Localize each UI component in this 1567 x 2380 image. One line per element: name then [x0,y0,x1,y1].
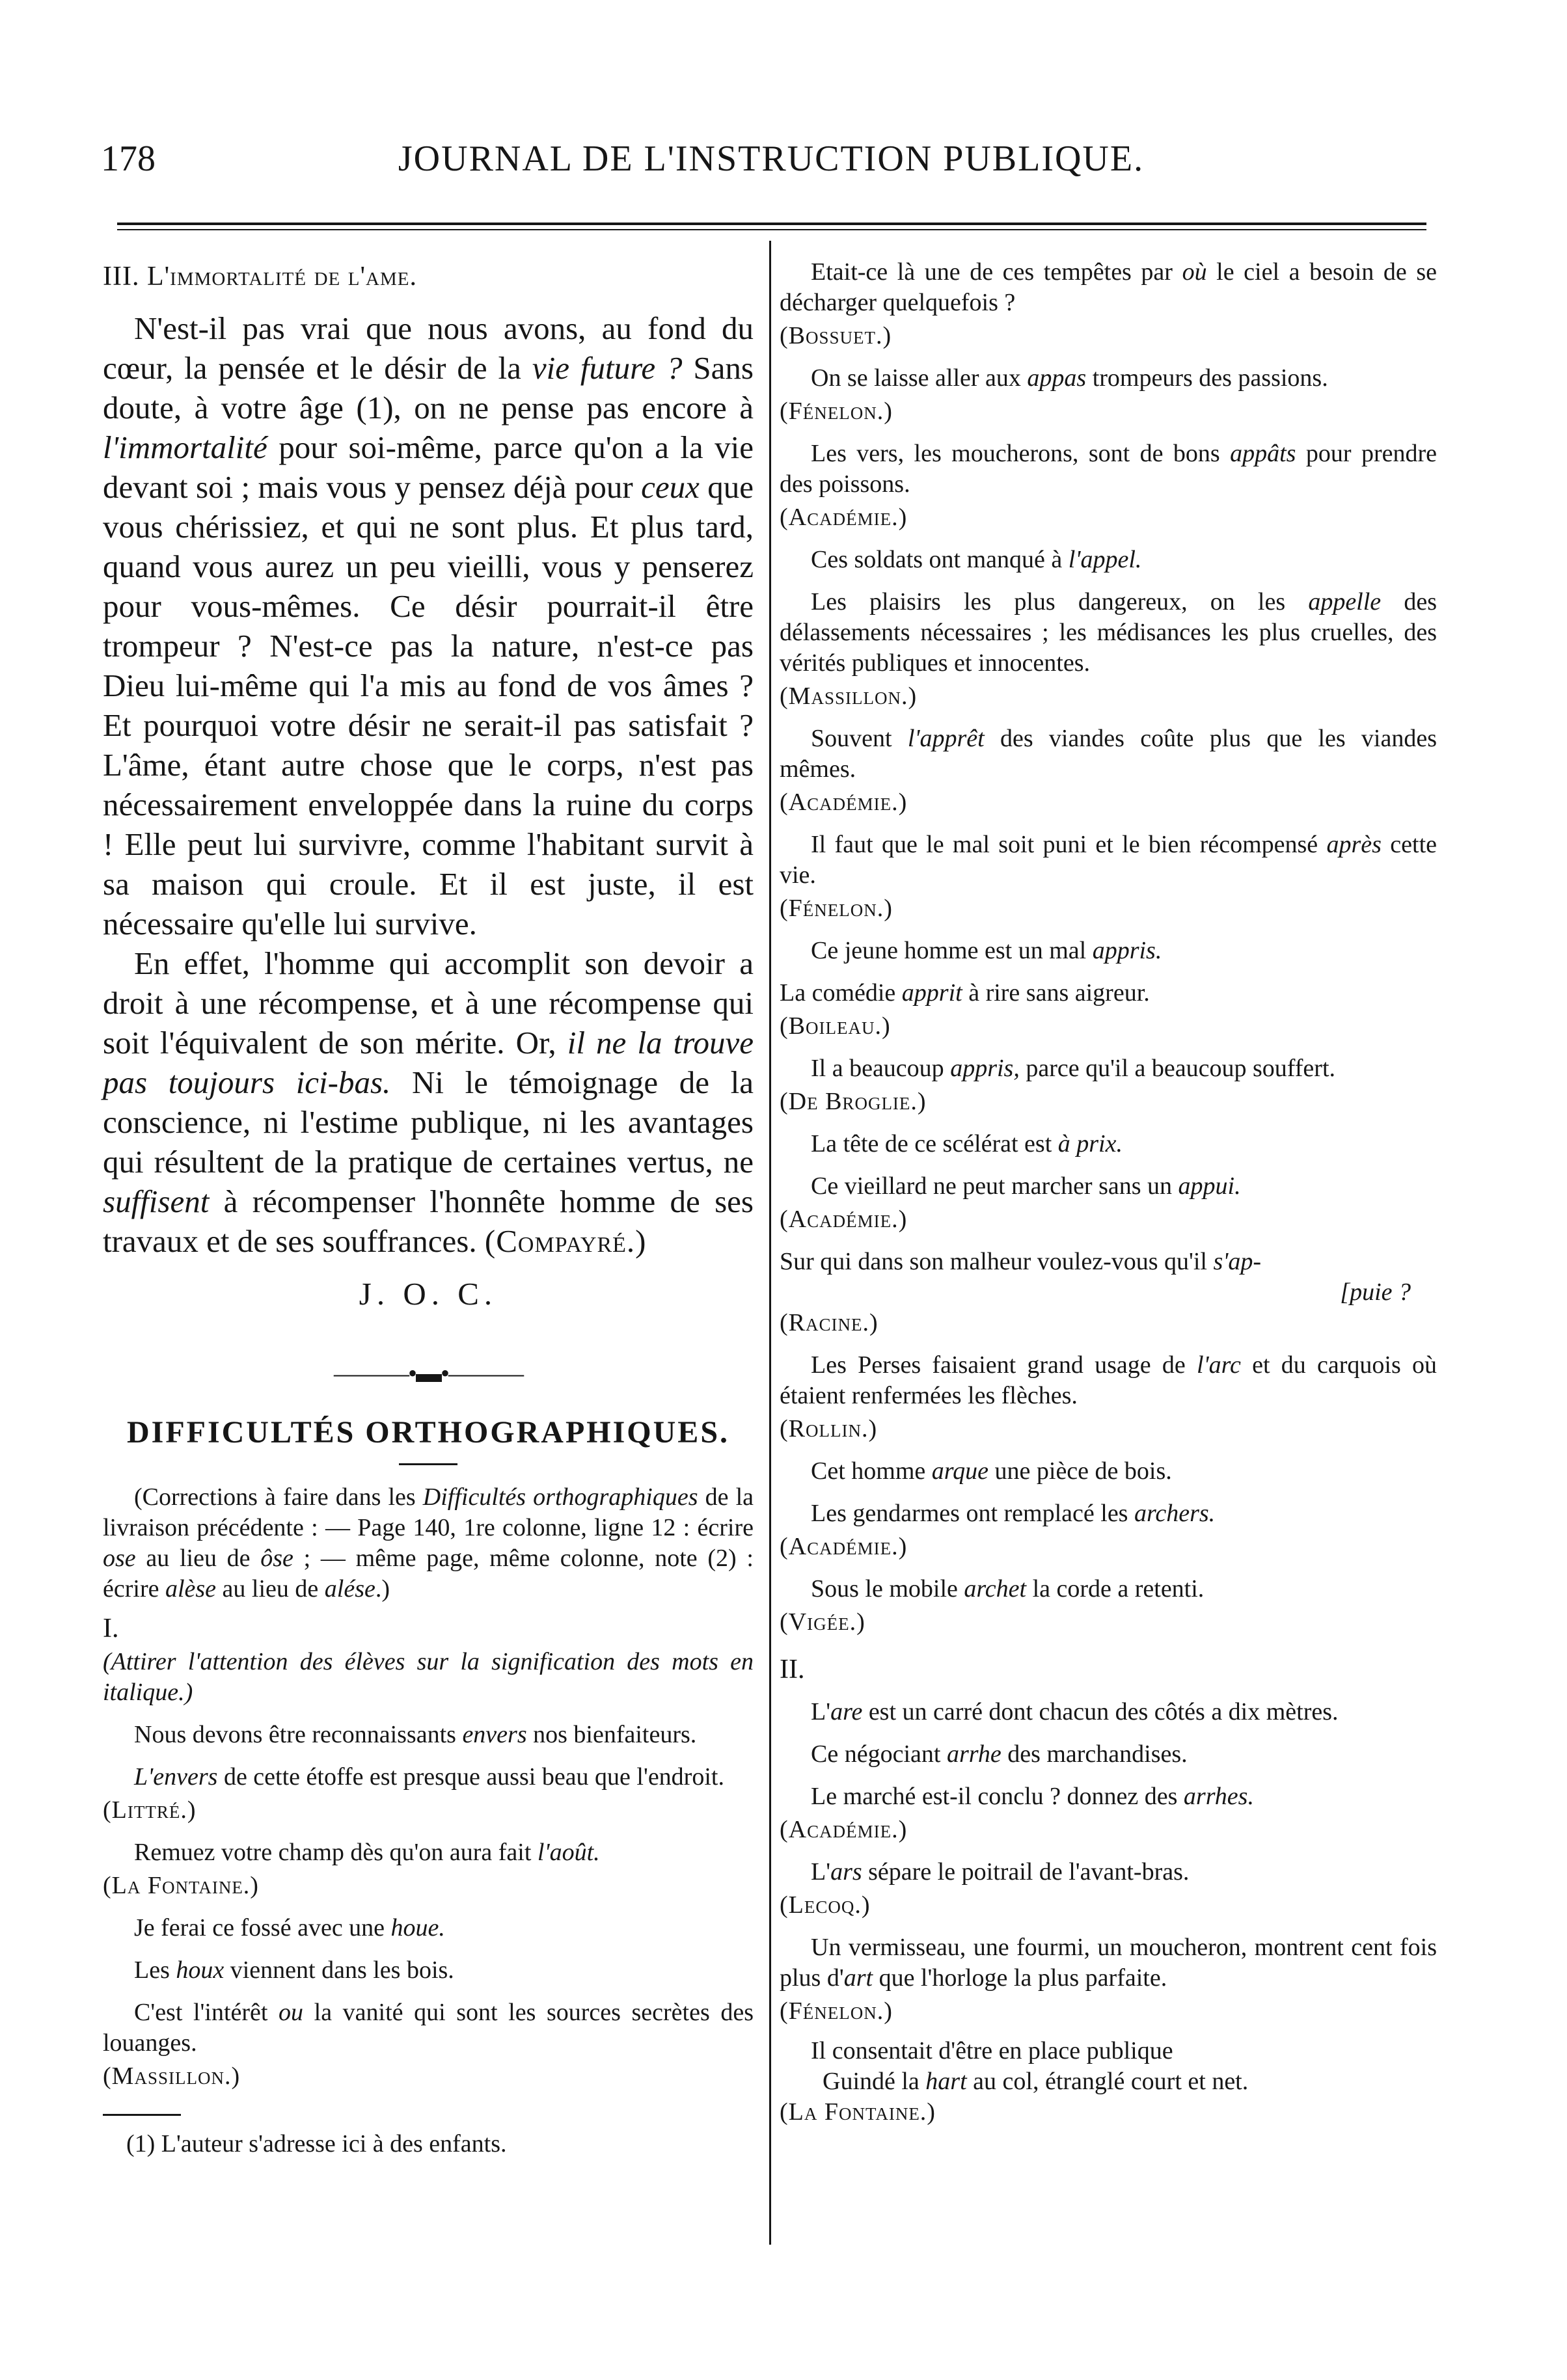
section-roman-two: II. [780,1655,805,1684]
header-rule-bottom [117,229,1426,230]
example-a-prix: La tête de ce scélérat est à prix. [811,1130,1123,1157]
example-ou-ciel: Etait-ce là une de ces tempêtes par où le ciel a besoin de se décharger quelquefois ? [780,258,1437,316]
example-apres: Il faut que le mal soit puni et le bien récompensé après cette vie. [780,831,1437,889]
source-littre: (Littré.) [103,1796,197,1824]
source-massillon: (Massillon.) [103,2062,241,2090]
running-title: JOURNAL DE L'INSTRUCTION PUBLIQUE. [398,139,1145,179]
difficultes-title: DIFFICULTÉS ORTHOGRAPHIQUES. [126,1415,730,1450]
example-mal-appris: Ce jeune homme est un mal appris. [811,937,1162,964]
example-archet: Sous le mobile archet la corde a retenti. [811,1575,1205,1602]
source-academie-4: (Académie.) [780,1533,908,1560]
source-bossuet: (Bossuet.) [780,322,892,349]
source-lecoq: (Lecoq.) [780,1891,871,1919]
left-column [103,257,754,2159]
source-fenelon-3: (Fénelon.) [780,1997,893,2025]
instruction-note: (Attirer l'attention des élèves sur la signification des mots en italique.) [103,1648,754,1706]
example-arque: Cet homme arque une pièce de bois. [811,1457,1172,1485]
right-column [780,257,1437,2128]
verse-line-2: Guindé la hart au col, étranglé court et net. [823,2068,1249,2095]
example-arc: Les Perses faisaient grand usage de l'arc et du carquois où étaient renfermées les flèches. [780,1351,1438,1409]
example-ars: L'ars sépare le poitrail de l'avant-bras. [811,1858,1190,1886]
source-la-fontaine-2: (La Fontaine.) [780,2098,936,2126]
example-appris: Il a beaucoup appris, parce qu'il a beaucoup souffert. [811,1055,1335,1082]
section-heading: III. L'immortalité de l'ame. [103,262,417,291]
source-de-broglie: (De Broglie.) [780,1088,927,1115]
example-sappuie-continued: [puie ? [1340,1278,1411,1306]
example-houe: Je ferai ce fossé avec une houe. [134,1914,445,1941]
source-vigee: (Vigée.) [780,1608,865,1636]
page-number: 178 [101,139,156,179]
example-houx: Les houx viennent dans les bois. [134,1956,454,1984]
source-academie-5: (Académie.) [780,1816,908,1843]
ornament-divider: ———•▬•——— [333,1359,523,1388]
section-roman-one: I. [103,1614,119,1643]
source-fenelon-2: (Fénelon.) [780,895,893,922]
source-academie-1: (Académie.) [780,504,908,531]
example-appelle: Les plaisirs les plus dangereux, on les appelle des délassements nécessaires ; les médisances les plus cruelles, des vérités publiques et innocentes. [780,588,1437,677]
signature: J. O. C. [359,1276,498,1312]
example-appel: Ces soldats ont manqué à l'appel. [811,546,1142,573]
example-archers: Les gendarmes ont remplacé les archers. [811,1500,1216,1527]
source-la-fontaine: (La Fontaine.) [103,1872,259,1899]
example-sappuie: Sur qui dans son malheur voulez-vous qu'il s'ap- [780,1248,1262,1275]
source-boileau: (Boileau.) [780,1012,891,1040]
example-arrhes: Le marché est-il conclu ? donnez des arrhes. [811,1783,1254,1810]
example-aout: Remuez votre champ dès qu'on aura fait l'août. [134,1839,600,1866]
example-appui: Ce vieillard ne peut marcher sans un appui. [811,1172,1241,1200]
source-rollin: (Rollin.) [780,1415,878,1442]
title-rule [399,1463,457,1465]
example-are: L'are est un carré dont chacun des côtés a dix mètres. [811,1698,1339,1725]
column-separator [769,241,771,2245]
example-appats: Les vers, les moucherons, sont de bons appâts pour prendre des poissons. [780,440,1437,498]
example-ou: C'est l'intérêt ou la vanité qui sont les sources secrètes des louanges. [103,1999,754,2057]
example-arrhe: Ce négociant arrhe des marchandises. [811,1740,1188,1768]
verse-hart [780,2036,1437,2097]
source-massillon-2: (Massillon.) [780,683,918,710]
footnote-rule [103,2114,181,2116]
page-header [101,138,1441,193]
footnote: (1) L'auteur s'adresse ici à des enfants. [126,2130,507,2157]
verse-line-1: Il consentait d'être en place publique [811,2037,1173,2064]
paragraph-immortality-1: N'est-il pas vrai que nous avons, au fond du cœur, la pensée et le désir de la vie future ? Sans doute, à votre âge (1), on ne pense pas encore à l'immortalité pour soi-même, parce qu'on a la vie devant soi ; mais vous y pensez déjà pour ceux que vous chérissiez, et qui ne sont plus. Et plus tard, quand vous aurez un peu vieilli, vous y penserez pour vous-mêmes. Ce désir pourrait-il être trompeur ? N'est-ce pas la nature, n'est-ce pas Dieu lui-même qui l'a mis au fond de vos âmes ? Et pourquoi votre désir ne serait-il pas satisfait ? L'âme, étant autre chose que le corps, n'est pas nécessairement enveloppée dans la ruine du corps ! Elle peut lui survivre, comme l'habitant survit à sa maison qui croule. Et il est juste, il est nécessaire qu'elle lui survive. [103,310,754,941]
source-racine: (Racine.) [780,1309,879,1336]
source-fenelon-1: (Fénelon.) [780,398,893,425]
source-academie-3: (Académie.) [780,1206,908,1233]
source-academie-2: (Académie.) [780,789,908,816]
corrections-note: (Corrections à faire dans les Difficultés orthographiques de la livraison précédente : — Page 140, 1re colonne, ligne 12 : écrire ose au lieu de ôse ; — même page, même colonne, note (2) : écrire alèse au lieu de alése.) [103,1483,754,1602]
example-appas: On se laisse aller aux appas trompeurs des passions. [811,364,1328,392]
paragraph-immortality-2: En effet, l'homme qui accomplit son devoir a droit à une récompense, et à une récompense qui soit l'équivalent de son mérite. Or, il ne la trouve pas toujours ici-bas. Ni le témoignage de la conscience, ni l'estime publique, ni les avantages qui résultent de la pratique de certaines vertus, ne suffisent à récompenser l'honnête homme de ses travaux et de ses souffrances. (Compayré.) [103,945,754,1259]
example-appret: Souvent l'apprêt des viandes coûte plus que les viandes mêmes. [780,725,1437,783]
header-rule-top [117,223,1426,225]
example-art: Un vermisseau, une fourmi, un moucheron, montrent cent fois plus d'art que l'horloge la plus parfaite. [780,1934,1437,1992]
example-envers-1: Nous devons être reconnaissants envers nos bienfaiteurs. [134,1721,697,1748]
example-apprit: La comédie apprit à rire sans aigreur. [780,979,1150,1007]
example-envers-2: L'envers de cette étoffe est presque aussi beau que l'endroit. [134,1763,724,1791]
